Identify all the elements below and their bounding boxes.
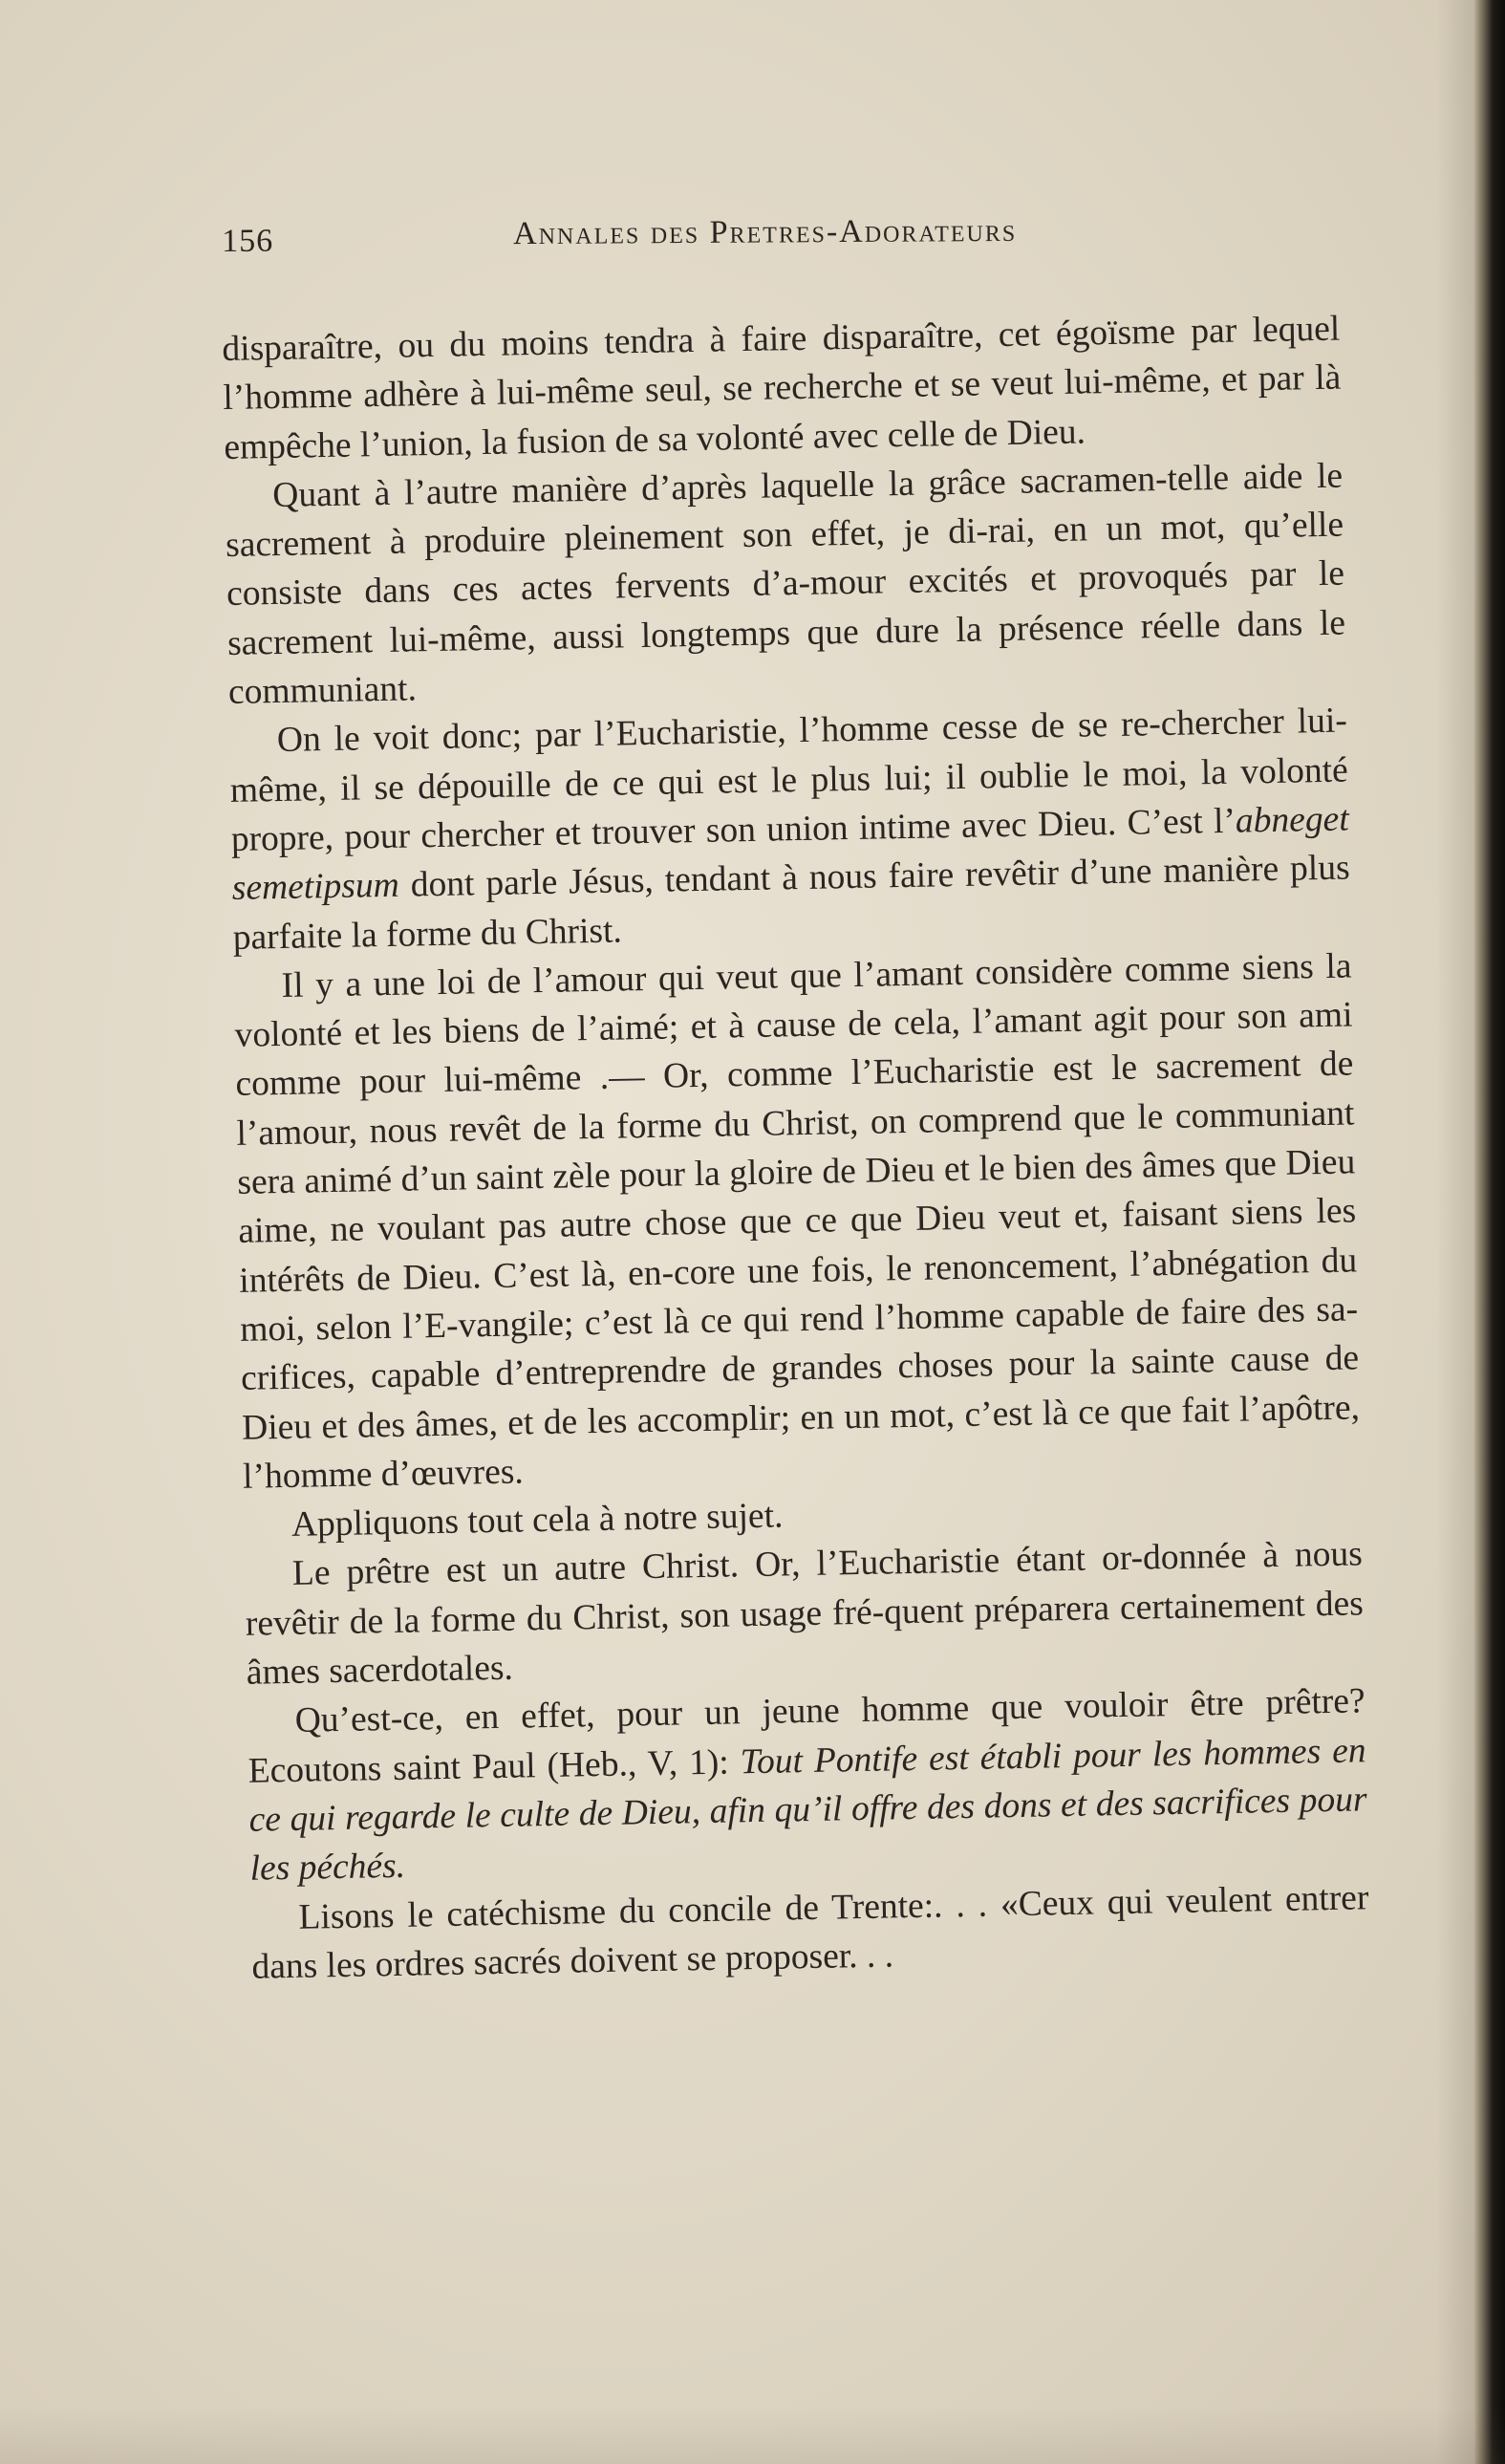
paragraph-7-italic-quote: Tout Pontife est établi pour les hommes en ce qui regarde le culte de Dieu, afin qu’il offre des dons et des sacrifices pour les péchés. (248, 1730, 1367, 1889)
paragraph-8: Lisons le catéchisme du concile de Trente:. . . «Ceux qui veulent entrer dans les ordres sacrés doivent se proposer. . . (251, 1877, 1369, 1987)
page-number: 156 (222, 223, 274, 259)
page-header (222, 211, 1349, 262)
paragraph-2: Quant à l’autre manière d’après laquelle la grâce sacramen-telle aide le sacrement à produire pleinement son effet, je di-rai, en un mot, qu’elle consiste dans ces actes fervents d’a-mour excités et provoqués par le sacrement lui-même, aussi longtemps que dure la présence réelle dans le communiant. (225, 456, 1346, 713)
page-bottom-shadow (0, 2407, 1505, 2464)
paragraph-7-text-before: Qu’est-ce, en effet, pour un jeune homme que vouloir être prêtre? Ecoutons saint Paul (Heb., V, 1): (247, 1681, 1365, 1791)
paragraph-1: disparaître, ou du moins tendra à faire disparaître, cet égoïsme par lequel l’homme adhère à lui-même seul, se recherche et se veut lui-même, et par là empêche l’union, la fusion de sa volonté avec celle de Dieu. (222, 309, 1342, 467)
paragraph-4: Il y a une loi de l’amour qui veut que l’amant considère comme siens la volonté et les biens de l’aimé; et à cause de cela, l’amant agit pour son ami comme pour lui-même .— Or, comme l’Eucharistie est le sacrement de l’amour, nous revêt de la forme du Christ, on comprend que le communiant sera animé d’un saint zèle pour la gloire de Dieu et le bien des âmes que Dieu aime, ne voulant pas autre chose que ce que Dieu veut et, faisant siens les intérêts de Dieu. C’est là, en-core une fois, le renoncement, l’abnégation du moi, selon l’E-vangile; c’est là ce qui rend l’homme capable de faire des sa-crifices, capable d’entreprendre de grandes choses pour la sainte cause de Dieu et des âmes, et de les accomplir; en un mot, c’est là ce que fait l’apôtre, l’homme d’œuvres. (234, 946, 1361, 1497)
paragraph-3-italic-quote: abneget semetipsum (231, 799, 1350, 909)
paragraph-3-text-after: dont parle Jésus, tendant à nous faire revêtir d’une manière plus parfaite la forme du Christ. (232, 848, 1350, 958)
binding-shadow (1436, 0, 1474, 2464)
paragraph-7 (247, 1677, 1368, 1894)
paragraph-6: Le prêtre est un autre Christ. Or, l’Eucharistie étant or-donnée à nous revêtir de la forme du Christ, son usage fré-quent préparera certainement des âmes sacerdotales. (245, 1534, 1365, 1693)
book-binding-edge (1474, 0, 1505, 2464)
body-text (222, 305, 1370, 1992)
running-head: Annales des Pretres-Adorateurs (512, 212, 1018, 252)
paragraph-5: Appliquons tout cela à notre sujet. (290, 1496, 784, 1545)
paragraph-3-text-before: On le voit donc; par l’Eucharistie, l’homme cesse de se re-chercher lui-même, il se dépouille de ce qui est le plus lui; il oublie le moi, la volonté propre, pour chercher et trouver son union intime avec Dieu. C’est l’ (229, 701, 1349, 859)
paragraph-3 (229, 697, 1352, 962)
